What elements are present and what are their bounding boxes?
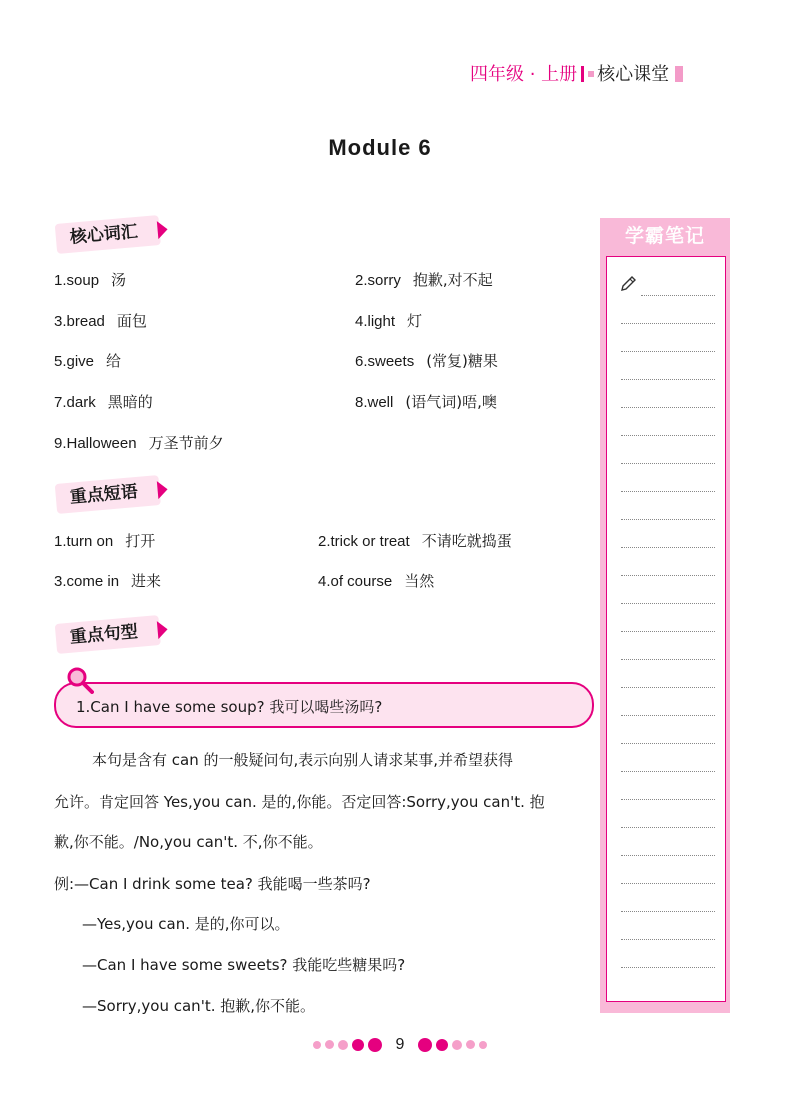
- example-line: —Can I have some sweets? 我能吃些糖果吗?: [82, 956, 406, 974]
- running-header: [470, 60, 683, 86]
- example-line: —Yes,you can. 是的,你可以。: [82, 915, 290, 933]
- page-title: Module 6: [328, 135, 432, 160]
- vocab-item: 3.bread 面包: [54, 312, 147, 330]
- header-section: 核心课堂: [597, 64, 670, 85]
- explanation-line: 歉,你不能。/No,you can't. 不,你不能。: [54, 833, 323, 851]
- vocab-item: 6.sweets (常复)糖果: [355, 352, 498, 370]
- vocab-item: 7.dark 黑暗的: [54, 393, 153, 411]
- magnifier-icon: [66, 666, 94, 694]
- phrases-tag: 重点短语: [55, 475, 161, 514]
- vocab-item: 5.give 给: [54, 352, 122, 370]
- vocab-item: 1.soup 汤: [54, 271, 127, 289]
- phrase-item: 2.trick or treat 不请吃就捣蛋: [318, 532, 512, 550]
- page-footer: [0, 1034, 800, 1054]
- vocab-item: 9.Halloween 万圣节前夕: [54, 434, 224, 452]
- vocab-item: 8.well (语气词)唔,噢: [355, 393, 497, 411]
- sentences-tag: 重点句型: [55, 615, 161, 654]
- explanation-line: 本句是含有 can 的一般疑问句,表示向别人请求某事,并希望获得: [92, 751, 514, 769]
- vocab-item: 4.light 灯: [355, 312, 423, 330]
- header-grade: 四年级 · 上册: [470, 64, 578, 85]
- phrase-item: 4.of course 当然: [318, 572, 435, 590]
- notes-lines: [606, 256, 726, 1002]
- vocab-tag: 核心词汇: [55, 215, 161, 254]
- explanation-line: 允许。肯定回答 Yes,you can. 是的,你能。否定回答:Sorry,you can't. 抱: [54, 793, 545, 811]
- example-line: —Sorry,you can't. 抱歉,你不能。: [82, 997, 315, 1015]
- pencil-icon: [619, 275, 637, 293]
- notes-title: 学霸笔记: [600, 218, 730, 254]
- key-sentence: 1.Can I have some soup? 我可以喝些汤吗?: [76, 698, 383, 716]
- example-line: 例:—Can I drink some tea? 我能喝一些茶吗?: [54, 875, 371, 893]
- phrase-item: 1.turn on 打开: [54, 532, 156, 550]
- phrase-item: 3.come in 进来: [54, 572, 162, 590]
- vocab-item: 2.sorry 抱歉,对不起: [355, 271, 493, 289]
- page-number: 9: [395, 1035, 405, 1053]
